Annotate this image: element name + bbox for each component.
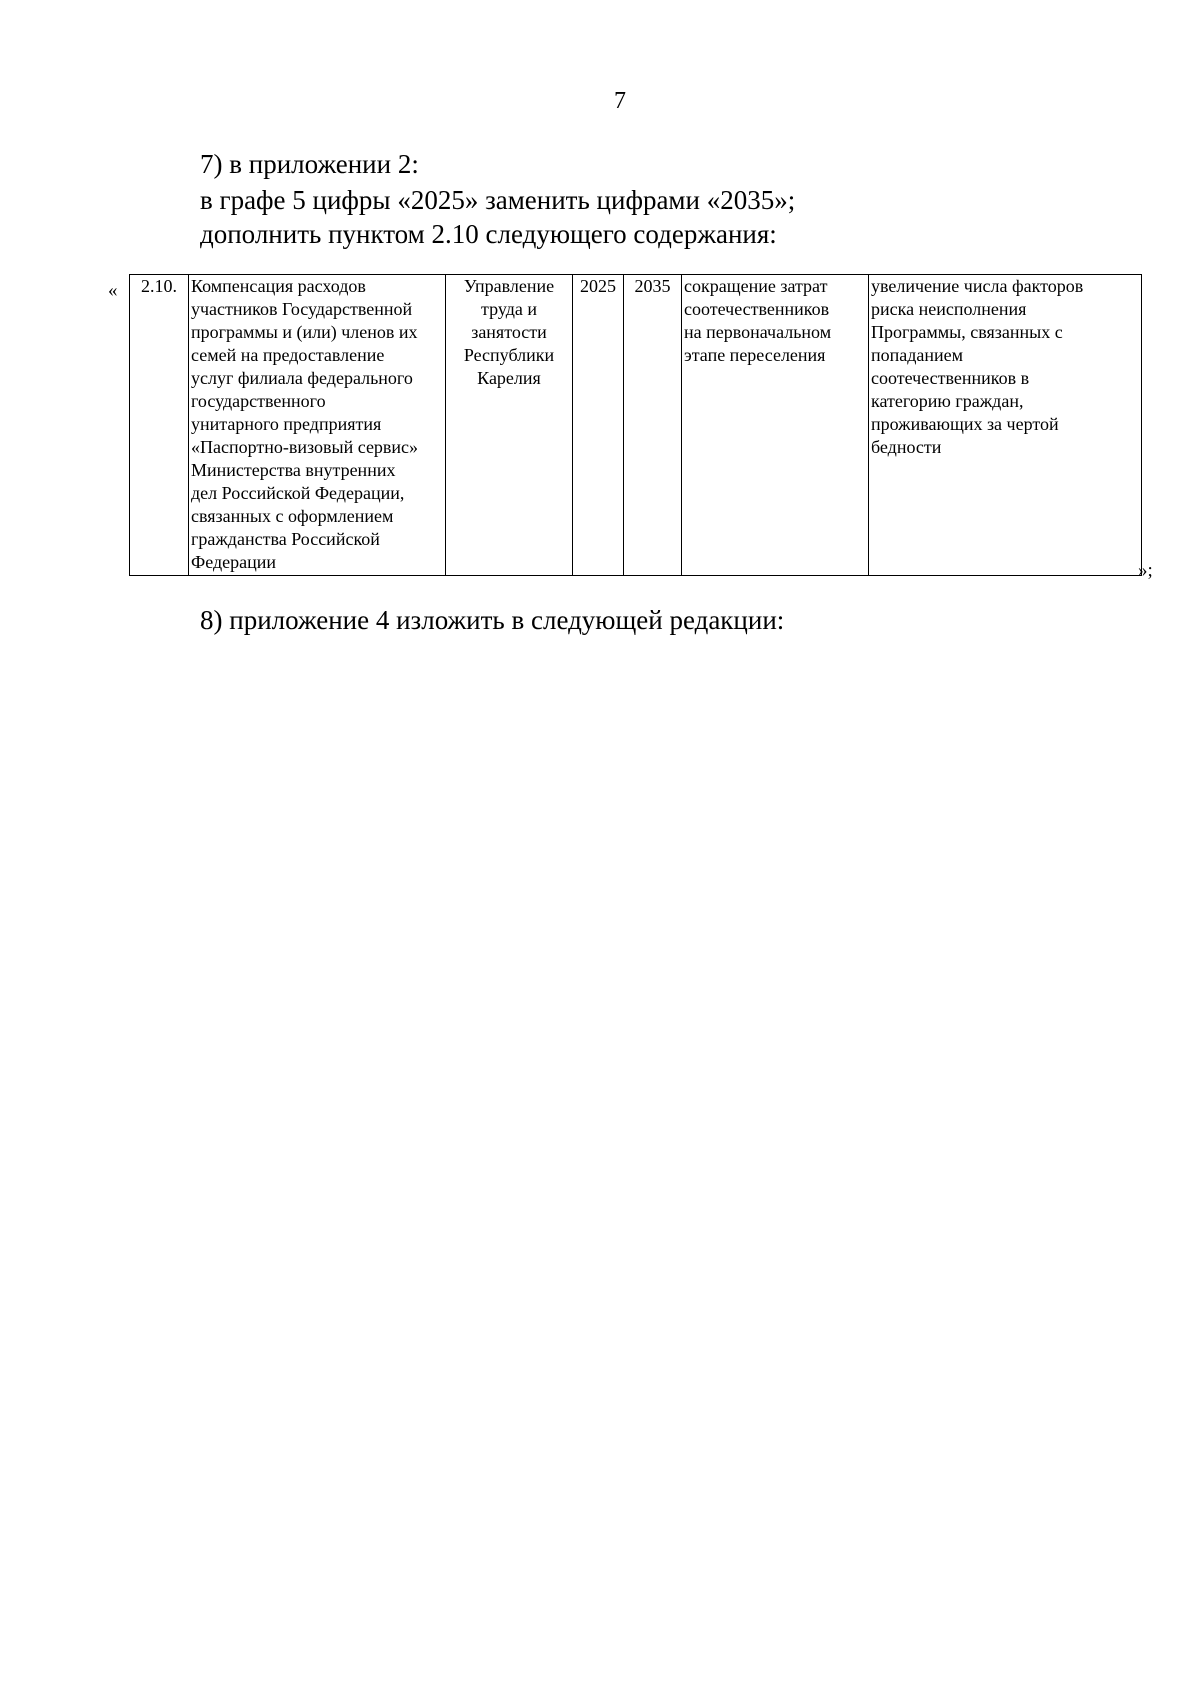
risk-line: проживающих за чертой [871,414,1059,434]
risk-line: риска неисполнения [871,299,1027,319]
measure-name-line: программы и (или) членов их [191,322,418,342]
executor-line: Карелия [477,368,541,388]
page-number: 7 [614,88,626,114]
cell-year-end: 2035 [624,275,682,576]
paragraph-item-8: 8) приложение 4 изложить в следующей редакции: [200,605,785,635]
result-line: соотечественников [684,299,830,319]
risk-line: бедности [871,437,942,457]
risk-line: увеличение числа факторов [871,276,1084,296]
risk-line: Программы, связанных с [871,322,1063,342]
cell-expected-result [682,275,869,576]
risk-line: попаданием [871,345,964,365]
paragraph-item-7: 7) в приложении 2: [200,149,419,179]
risk-line: категорию граждан, [871,391,1024,411]
closing-quote: »; [1138,560,1153,581]
result-line: на первоначальном [684,322,832,342]
measure-name-line: услуг филиала федерального [191,368,413,388]
measure-name-line: дел Российской Федерации, [191,483,405,503]
measure-name-line: Федерации [191,552,277,572]
measure-name-line: связанных с оформлением [191,506,394,526]
paragraph-replace-years: в графе 5 цифры «2025» заменить цифрами «2035»; [200,185,796,215]
table-row [130,275,1142,576]
measure-name-line: Компенсация расходов [191,276,366,296]
measure-name-line: государственного [191,391,326,411]
cell-executor [446,275,573,576]
measure-name-line: «Паспортно-визовый сервис» [191,437,419,457]
opening-quote: « [108,280,118,301]
measure-name-line: участников Государственной [191,299,413,319]
result-line: этапе переселения [684,345,826,365]
inserted-table [129,274,1142,576]
executor-line: занятости [471,322,547,342]
paragraph-add-item: дополнить пунктом 2.10 следующего содержания: [200,219,777,249]
executor-line: Республики [463,345,555,365]
measure-name-line: семей на предоставление [191,345,385,365]
cell-year-start: 2025 [573,275,624,576]
cell-measure-name [189,275,446,576]
executor-line: труда и [481,299,537,319]
result-line: сокращение затрат [684,276,828,296]
measure-name-line: унитарного предприятия [191,414,382,434]
risk-line: соотечественников в [871,368,1030,388]
measure-name-line: Министерства внутренних [191,460,396,480]
cell-risks [869,275,1142,576]
measure-name-line: гражданства Российской [191,529,380,549]
executor-line: Управление [463,276,555,296]
cell-item-number: 2.10. [130,275,189,576]
